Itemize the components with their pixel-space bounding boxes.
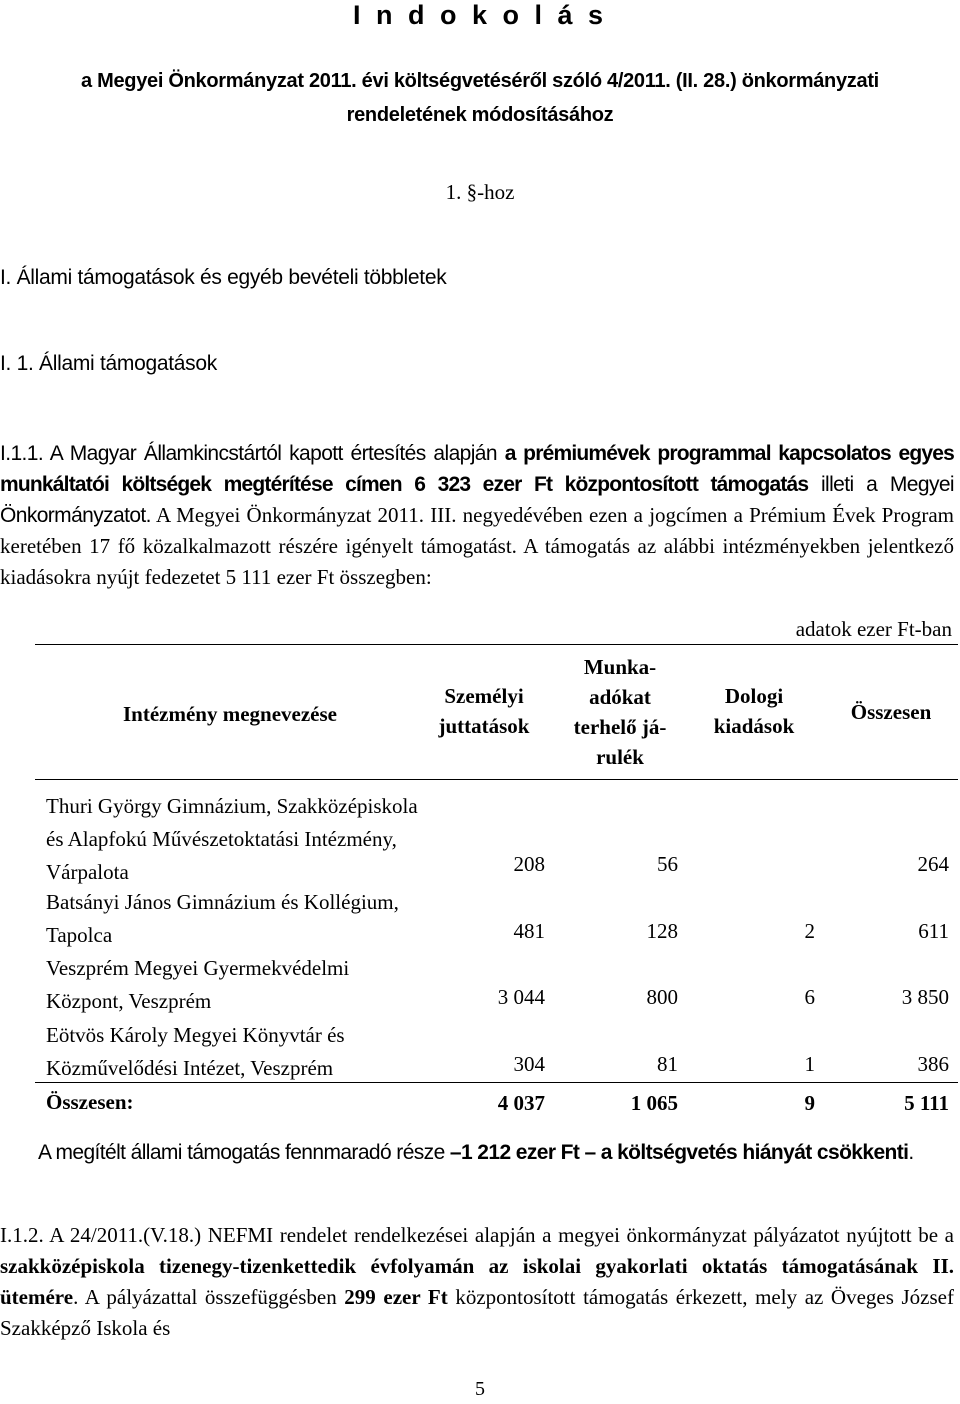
paragraph-1-details: A Megyei Önkormányzat 2011. III. negyedévében ezen a jogcímen a Prémium Évek Program keretében 17 fő közalkalmazott részére igényelt támogatást. A támogatás az alábbi intézményekben jelentkező kiadásokra nyújt fedezetet 5 111 ezer Ft összegben: — [0, 503, 954, 589]
cell-contrib: 128 — [646, 919, 678, 943]
table-row-name: Veszprém Megyei Gyermekvédelmi Központ, Veszprém — [46, 956, 350, 1013]
cell-material: 2 — [804, 919, 815, 943]
paragraph-2-intro: I.1.2. A 24/2011.(V.18.) NEFMI rendelet rendelkezései alapján a megyei önkormányzat pályázatot nyújtott be a — [0, 1223, 954, 1247]
paragraph-1-recipient: illeti a Megyei Önkormányzatot. — [0, 473, 954, 527]
total-personal: 4 037 — [497, 1091, 545, 1115]
paragraph-nefmi-decree — [0, 1220, 954, 1344]
header-personal-benefits: Személyi juttatások — [438, 684, 530, 738]
totals-label: Összesen: — [46, 1090, 134, 1114]
cell-total: 3 850 — [901, 985, 949, 1009]
heading-state-subsidies-and-surplus: I. Állami támogatások és egyéb bevételi többletek — [0, 266, 447, 289]
total-total: 5 111 — [904, 1091, 949, 1115]
header-employer-contributions: Munka-adókat terhelő já-rulék — [573, 655, 667, 769]
document-subtitle — [0, 64, 960, 132]
total-contrib: 1 065 — [630, 1091, 678, 1115]
paragraph-2-mid: . A pályázattal összefüggésben — [73, 1285, 345, 1309]
note-intro: A megítélt állami támogatás fennmaradó része — [38, 1141, 450, 1164]
document-title: I n d o k o l á s — [352, 0, 608, 30]
cell-total: 611 — [918, 919, 949, 943]
paragraph-1-highlight: a prémiumévek programmal kapcsolatos egyes munkáltatói költségek megtérítése címen 6 323 ezer Ft központosított támogatás — [0, 442, 954, 496]
table-totals-rule — [35, 1082, 958, 1083]
cell-personal: 3 044 — [497, 985, 545, 1009]
unit-note: adatok ezer Ft-ban — [795, 617, 952, 641]
cell-personal: 481 — [513, 919, 545, 943]
remaining-subsidy-note — [38, 1137, 954, 1168]
table-row-name: Batsányi János Gimnázium és Kollégium, Tapolca — [46, 890, 399, 947]
cell-total: 264 — [917, 852, 949, 876]
note-end: . — [908, 1141, 914, 1164]
paragraph-premium-years — [0, 438, 954, 593]
paragraph-2-highlight: szakközépiskola tizenegy-tizenkettedik évfolyamán az iskolai gyakorlati oktatás támogatásának II. ütemére — [0, 1254, 954, 1309]
heading-state-subsidies: I. 1. Állami támogatások — [0, 352, 217, 375]
header-total: Összesen — [850, 700, 932, 724]
cell-contrib: 56 — [657, 852, 678, 876]
header-material-expenses: Dologi kiadások — [713, 684, 795, 738]
cell-personal: 208 — [513, 852, 545, 876]
paragraph-2-end: központosított támogatás érkezett, mely az Öveges József Szakképző Iskola és — [0, 1285, 954, 1340]
subtitle-line-2: rendeletének módosításához — [346, 104, 614, 126]
header-institution-name: Intézmény megnevezése — [123, 702, 337, 726]
cell-material: 6 — [804, 985, 815, 1009]
table-row-name: Thuri György Gimnázium, Szakközépiskola és Alapfokú Művészetoktatási Intézmény, Várpalota — [46, 794, 418, 884]
cell-personal: 304 — [513, 1052, 545, 1076]
subtitle-line-1: a Megyei Önkormányzat 2011. évi költségvetéséről szóló 4/2011. (II. 28.) önkormányzati — [81, 70, 879, 92]
table-top-rule — [35, 644, 958, 645]
cell-total: 386 — [917, 1052, 949, 1076]
table-row-name: Eötvös Károly Megyei Könyvtár és Közművelődési Intézet, Veszprém — [46, 1023, 345, 1080]
table-header-rule — [35, 779, 958, 780]
paragraph-2-amount: 299 ezer Ft — [344, 1285, 448, 1309]
paragraph-1-intro: I.1.1. A Magyar Államkincstártól kapott értesítés alapján — [0, 442, 505, 465]
note-highlight: –1 212 ezer Ft – a költségvetés hiányát csökkenti — [449, 1141, 909, 1164]
cell-contrib: 800 — [646, 985, 678, 1009]
section-reference: 1. §-hoz — [445, 180, 515, 204]
page-number: 5 — [475, 1378, 485, 1400]
cell-material: 1 — [804, 1052, 815, 1076]
total-material: 9 — [804, 1091, 815, 1115]
cell-contrib: 81 — [657, 1052, 678, 1076]
